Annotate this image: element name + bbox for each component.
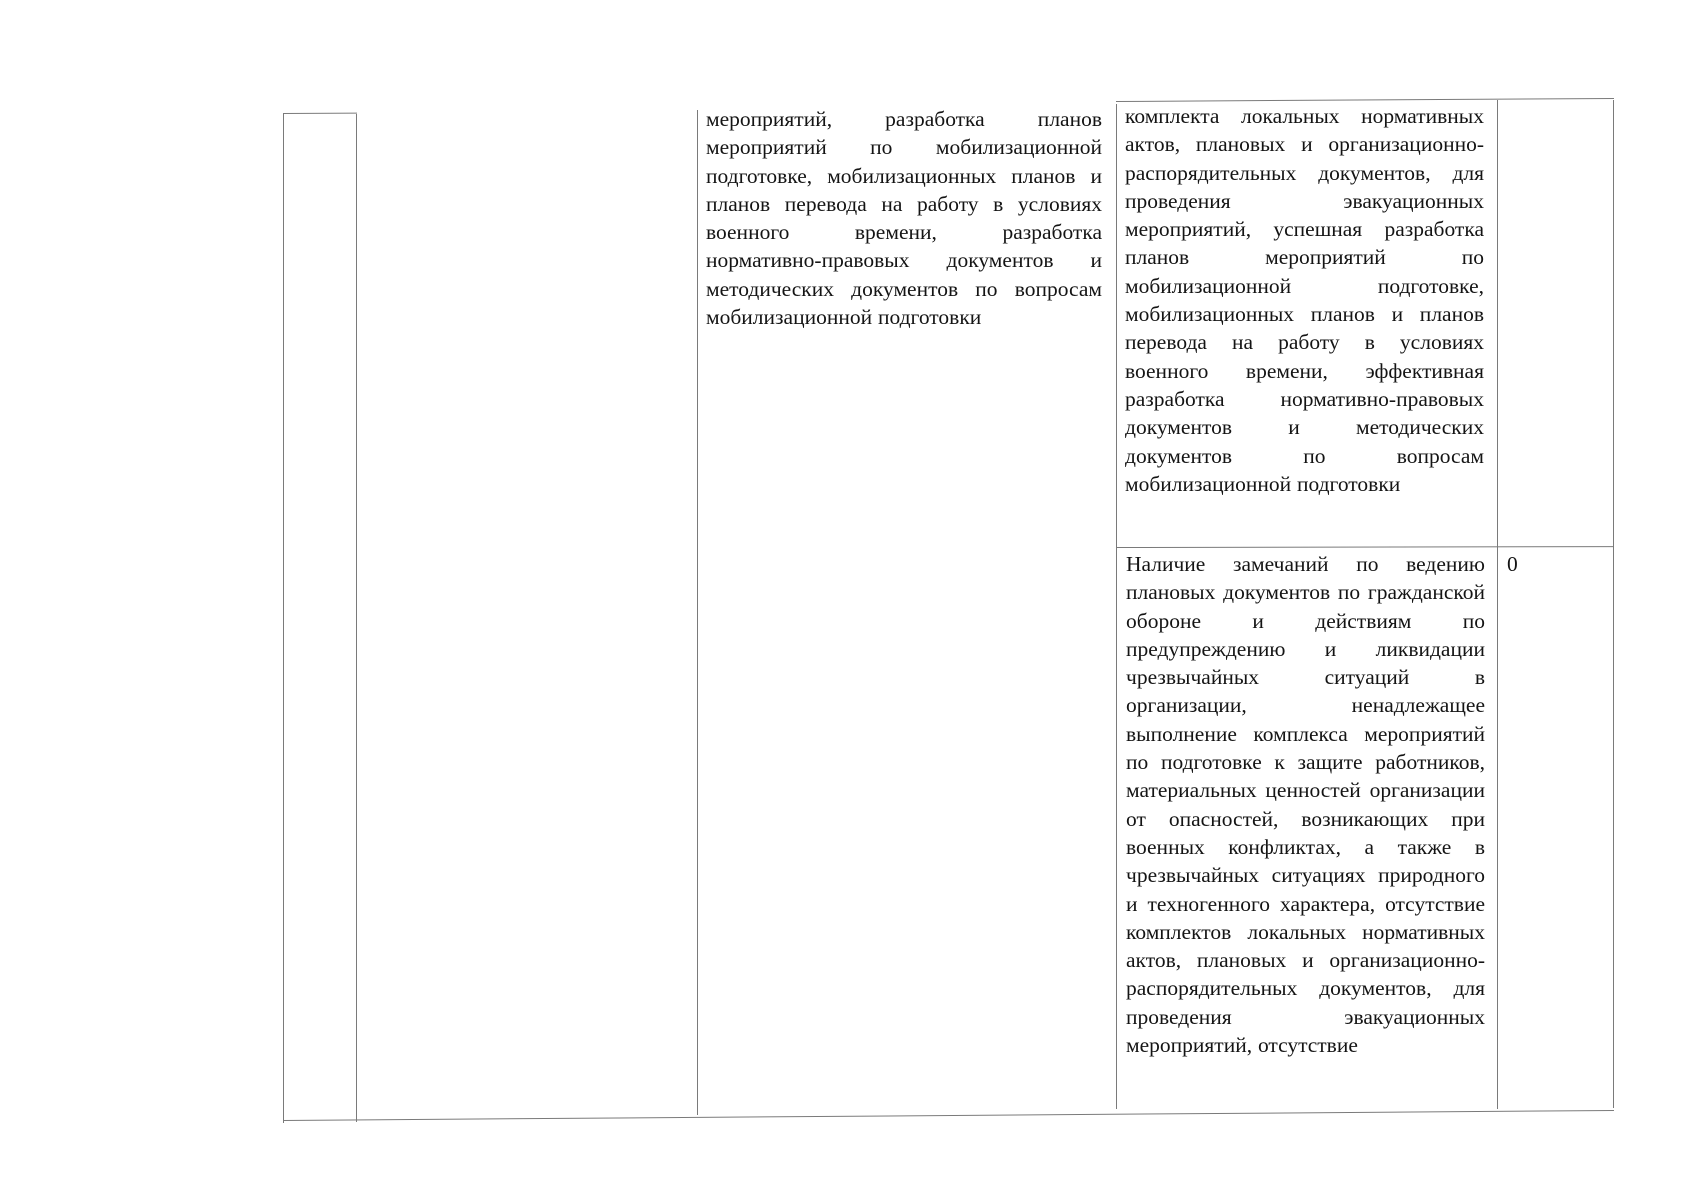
table-col-divider-3 bbox=[1116, 104, 1117, 1109]
table-col-divider-1 bbox=[356, 114, 357, 1122]
table-cell-criteria-negative-text: Наличие замечаний по ведению плановых документов по гражданской обороне и действиям по предупреждению и ликвидации чрезвычайных ситуаций в организации, ненадлежащее выполнение комплекса мероприятий по подготовке к защите работников, материальных ценностей организации от опасностей, возникающих при военных конфликтах, а также в чрезвычайных ситуациях природного и техногенного характера, отсутствие комплектов локальных нормативных актов, плановых и организационно-распорядительных документов, для проведения эвакуационных мероприятий, отсутствие bbox=[1126, 552, 1485, 1058]
table-row-divider bbox=[1116, 546, 1614, 548]
table-cell-measures-text: мероприятий, разработка планов мероприятий по мобилизационной подготовке, мобилизационных планов и планов перевода на работу в условиях военного времени, разработка нормативно-правовых документов и методических документов по вопросам мобилизационной подготовки bbox=[706, 107, 1102, 330]
table-cell-score-row2: 0 bbox=[1507, 552, 1518, 576]
table-border-bottom bbox=[283, 1110, 1614, 1121]
table-border-top bbox=[283, 113, 357, 114]
table-col-divider-2 bbox=[697, 110, 698, 1115]
table-border-left bbox=[283, 114, 284, 1123]
table-col-divider-4 bbox=[1497, 100, 1498, 1109]
table-border-right bbox=[1613, 100, 1614, 1108]
table-cell-criteria-positive-text: комплекта локальных нормативных актов, плановых и организационно-распорядительных документов, для проведения эвакуационных мероприятий, успешная разработка планов мероприятий по мобилизационной подготовке, мобилизационных планов и планов перевода на работу в условиях военного времени, эффективная разработка нормативно-правовых документов и методических документов по вопросам мобилизационной подготовки bbox=[1125, 104, 1484, 496]
